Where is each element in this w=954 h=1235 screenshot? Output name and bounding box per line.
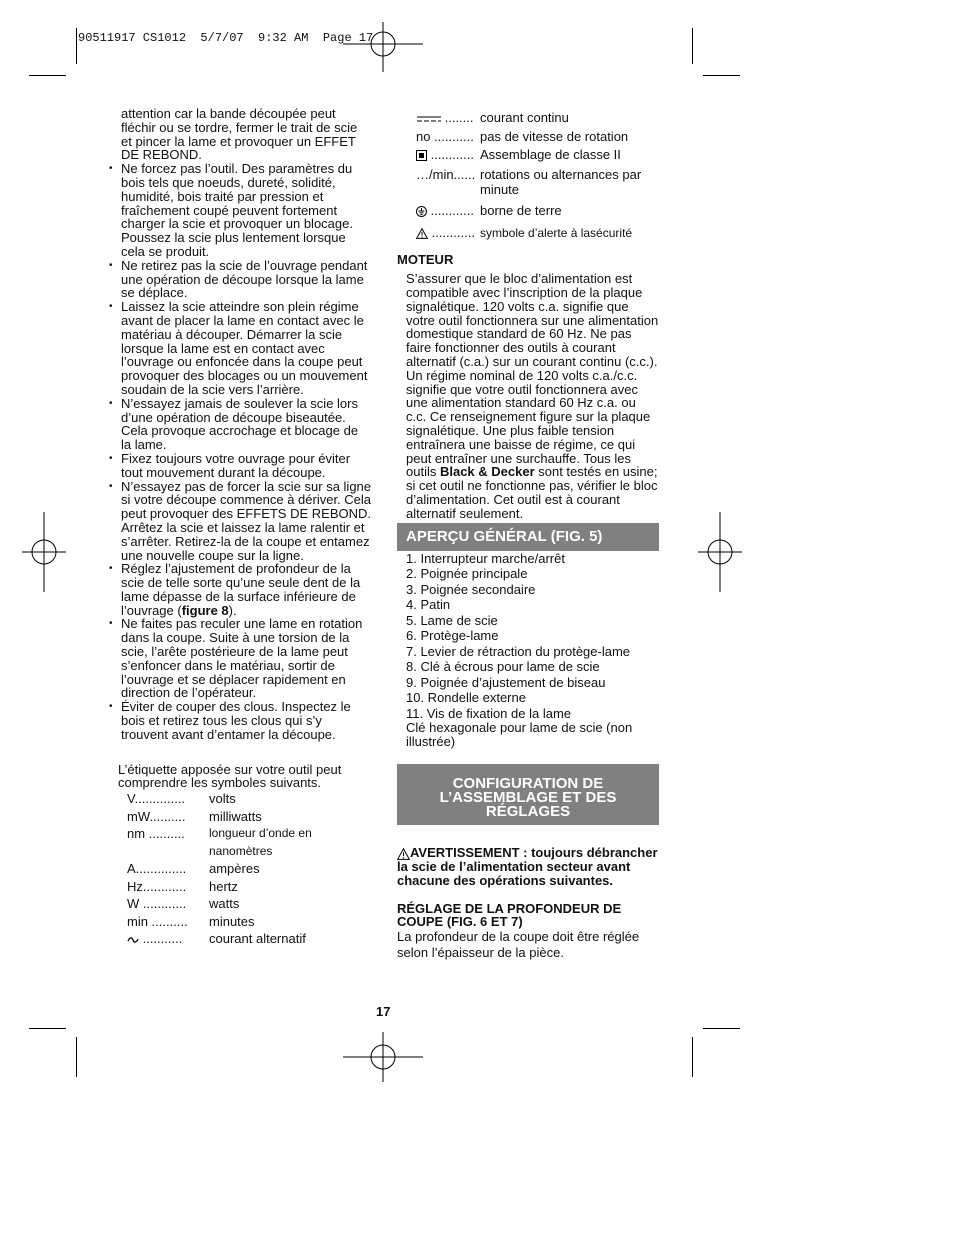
symbol-dots: ............ xyxy=(428,225,475,240)
symbol-row xyxy=(127,930,371,948)
alternating-current-icon xyxy=(127,936,139,944)
symbol-row xyxy=(416,167,659,197)
right-column xyxy=(397,109,659,961)
bullet-item: • Laissez la scie atteindre son plein régime avant de placer la lame en contact avec le matériau à découper. Démarrer la scie lorsque la lame est en contact avec l’ouvrage ou enfoncée dans la coupe peut provoquer des blocages ou un mouvement soudain de la scie vers l’arrière. xyxy=(109,300,371,397)
symbol-key: nm .......... xyxy=(127,826,185,842)
section-heading-configuration: CONFIGURATION DE L’ASSEMBLAGE ET DES RÉGLAGES xyxy=(397,764,659,825)
earth-terminal-icon xyxy=(416,206,427,217)
list-item: 2. Poignée principale xyxy=(406,566,528,582)
intro-paragraph: attention car la bande découpée peut fléchir ou se tordre, fermer le trait de scie et pincer la lame et provoquer un EFFET DE REBOND. xyxy=(121,106,358,163)
bullet-item: • Ne faites pas reculer une lame en rotation dans la coupe. Suite à une torsion de la scie, l’arête postérieure de la lame peut s’enfoncer dans le matériau, sortir de l’ouvrage et se déplacer rapidement en direction de l’opérateur. xyxy=(109,617,371,700)
list-item: 10. Rondelle externe xyxy=(406,690,526,706)
symbol-value: ampères xyxy=(209,861,260,877)
list-item: Clé hexagonale pour lame de scie (non illustrée) xyxy=(406,720,633,750)
symbol-key: …/min...... xyxy=(416,166,476,182)
symbol-key xyxy=(416,224,480,243)
symbol-key: mW.......... xyxy=(127,808,186,824)
crop-mark xyxy=(692,1037,693,1077)
crop-mark xyxy=(29,1028,66,1029)
symbol-key: min .......... xyxy=(127,913,188,929)
crop-mark xyxy=(703,75,740,76)
direct-current-icon xyxy=(417,115,441,123)
registration-mark-top xyxy=(343,22,423,72)
symbol-row xyxy=(127,913,371,931)
left-column xyxy=(109,107,371,948)
symbol-value: pas de vitesse de rotation xyxy=(480,128,629,144)
bullet-text: Réglez l’ajustement de profondeur de la scie de telle sorte qu’une seule dent de la lame dépasse de la surface inférieure de l’ouvrage ( xyxy=(121,561,361,618)
warning-text: AVERTISSEMENT : toujours débrancher la scie de l’alimentation secteur avant chacune des opérations suivantes. xyxy=(397,845,658,888)
symbol-row xyxy=(417,109,659,128)
symbol-value: symbole d’alerte à lasécurité xyxy=(480,226,633,240)
crop-mark xyxy=(703,1028,740,1029)
list-item: 5. Lame de scie xyxy=(406,612,498,628)
list-item: 4. Patin xyxy=(406,597,451,613)
crop-mark xyxy=(76,28,77,64)
symbol-value: courant alternatif xyxy=(209,931,306,947)
section-heading-apercu: APERÇU GÉNÉRAL (FIG. 5) xyxy=(397,523,659,551)
registration-mark-bottom xyxy=(343,1032,423,1082)
print-header: 90511917 CS1012 5/7/07 9:32 AM Page 17 xyxy=(78,31,374,45)
symbol-key: A.............. xyxy=(127,861,187,877)
bullet-item: • N’essayez pas de forcer la scie sur sa ligne si votre découpe commence à dériver. Cela peut provoquer des EFFETS DE REBOND. Arrêtez la scie et laissez la lame ralentir et s’arrêter. Retirez-la de la coupe et entamez une nouvelle coupe sur la ligne. xyxy=(109,480,371,563)
symbol-row xyxy=(127,878,371,896)
parts-list xyxy=(397,551,659,750)
symbols-intro: L’étiquette apposée sur votre outil peut comprendre les symboles suivants. xyxy=(118,761,342,791)
symbol-value: borne de terre xyxy=(480,202,562,218)
symbol-row xyxy=(127,808,371,826)
symbol-value: watts xyxy=(209,896,240,912)
moteur-text: S’assurer que le bloc d’alimentation est compatible avec l’inscription de la plaque signalétique. 120 volts c.a. signifie que votre outil fonctionnera sur une alimentation domestique standard de 60 Hz. Ne pas faire fonctionner des outils à courant alternatif (c.a.) sur un courant continu (c.c.). Un régime nominal de 120 volts c.a./c.c. signifie que votre outil fonctionnera avec une alimentation standard 60 Hz c.a. ou c.c. Ce renseignement figure sur la plaque signalétique. Une plus faible tension entraînera une baisse de régime, ce qui peut entraîner une surchauffe. Tous les outils xyxy=(406,271,659,480)
symbol-key xyxy=(416,146,480,165)
bullet-item-depth xyxy=(109,562,371,617)
symbol-key: Hz............ xyxy=(127,878,187,894)
list-item: 8. Clé à écrous pour lame de scie xyxy=(406,659,600,675)
symbol-value: hertz xyxy=(209,878,238,894)
symbol-key xyxy=(417,109,480,128)
symbol-value: milliwatts xyxy=(209,808,262,824)
bullet-text: ). xyxy=(228,602,237,618)
brand-name: Black & Decker xyxy=(439,464,535,480)
symbol-key xyxy=(127,930,209,948)
warning-triangle-icon xyxy=(416,228,428,239)
bullet-item: • Éviter de couper des clous. Inspectez le bois et retirez tous les clous qui s’y trouvent avant d’entamer la découpe. xyxy=(109,700,371,741)
moteur-text: sont testés en usine; si cet outil ne fonctionne pas, vérifier le bloc d’alimentation. Cet outil est à courant alternatif seulement. xyxy=(406,464,658,521)
symbol-row xyxy=(127,895,371,913)
symbol-row xyxy=(416,224,659,243)
registration-mark-left xyxy=(22,512,66,592)
symbol-dots: ........ xyxy=(441,110,474,125)
bullet-item: • Ne forcez pas l’outil. Des paramètres du bois tels que noeuds, dureté, solidité, humidité, bois traité par pression et fraîchement coupé peuvent fortement charger la scie et provoquer un blocage. Poussez la scie plus lentement lorsque cela se produit. xyxy=(109,162,371,259)
section-heading-moteur: MOTEUR xyxy=(397,251,454,267)
depth-paragraph: La profondeur de la coupe doit être réglée selon l’épaisseur de la pièce. xyxy=(397,929,640,961)
symbol-row xyxy=(416,128,659,147)
moteur-paragraph xyxy=(397,272,659,520)
class-ii-icon xyxy=(416,150,427,161)
symbol-row xyxy=(127,860,371,878)
symbol-key xyxy=(127,843,209,861)
bullet-item: • Fixez toujours votre ouvrage pour éviter tout mouvement durant la découpe. xyxy=(109,452,371,480)
list-item: 11. Vis de fixation de la lame xyxy=(406,705,572,721)
warning-triangle-icon xyxy=(397,848,410,860)
symbol-row xyxy=(127,790,371,808)
symbol-dots: ............ xyxy=(427,202,474,218)
symbol-value: rotations ou alternances par minute xyxy=(480,166,642,197)
symbol-key xyxy=(416,202,480,221)
symbol-value: Assemblage de classe II xyxy=(480,147,621,162)
list-item: 9. Poignée d’ajustement de biseau xyxy=(406,674,606,690)
crop-mark xyxy=(29,75,66,76)
list-item: 1. Interrupteur marche/arrêt xyxy=(406,550,565,566)
symbol-value: courant continu xyxy=(480,110,569,125)
list-item: 6. Protège-lame xyxy=(406,628,499,644)
list-item: 3. Poignée secondaire xyxy=(406,581,536,597)
symbol-value: volts xyxy=(209,791,236,807)
warning-paragraph xyxy=(397,846,659,887)
symbol-dots: ........... xyxy=(139,931,183,947)
figure-ref: figure 8 xyxy=(181,602,229,618)
section-heading-depth: RÉGLAGE DE LA PROFONDEUR DE COUPE (FIG. 6 ET 7) xyxy=(397,900,622,930)
symbol-key: no ........... xyxy=(416,128,474,144)
symbol-row xyxy=(127,843,371,861)
symbol-value: minutes xyxy=(209,913,255,929)
symbol-row xyxy=(416,146,659,165)
symbol-key: W ............ xyxy=(127,896,187,912)
crop-mark xyxy=(76,1037,77,1077)
symbol-key: V.............. xyxy=(127,791,186,807)
list-item: 7. Levier de rétraction du protège-lame xyxy=(406,643,631,659)
bullet-item: • N’essayez jamais de soulever la scie lors d’une opération de découpe biseautée. Cela provoque accrochage et blocage de la lame. xyxy=(109,397,371,452)
page-number: 17 xyxy=(376,1004,391,1019)
symbol-value: nanomètres xyxy=(209,843,273,858)
safety-bullets xyxy=(109,162,371,741)
registration-mark-right xyxy=(698,512,742,592)
bullet-item: • Ne retirez pas la scie de l’ouvrage pendant une opération de découpe lorsque la lame se déplace. xyxy=(109,259,371,300)
symbol-row xyxy=(416,202,659,221)
symbol-value: longueur d’onde en xyxy=(209,826,312,841)
symbol-row xyxy=(127,825,371,843)
symbol-dots: ............ xyxy=(427,147,474,162)
crop-mark xyxy=(692,28,693,64)
symbols-list xyxy=(109,790,371,948)
